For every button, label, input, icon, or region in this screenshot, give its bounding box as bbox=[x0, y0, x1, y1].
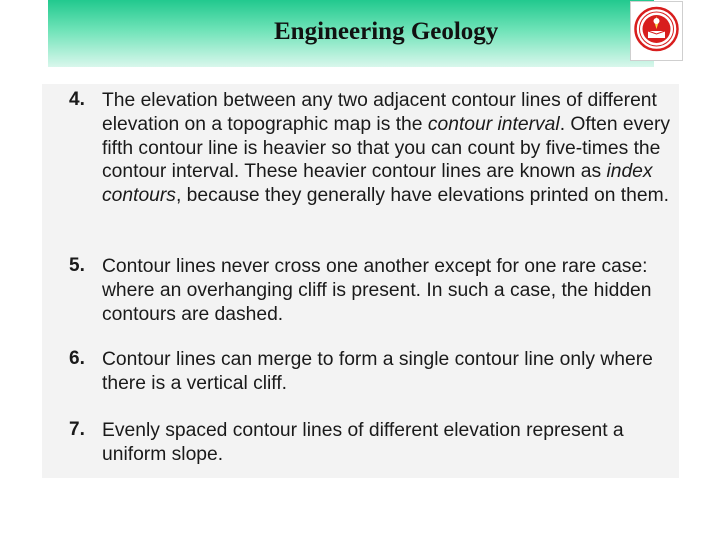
item-text bbox=[102, 255, 674, 326]
university-seal-icon bbox=[631, 2, 682, 60]
scanned-text-panel bbox=[42, 84, 679, 478]
text-run: Contour lines can merge to form a single contour line only where there is a vertical cliff. bbox=[102, 349, 653, 394]
item-number: 5. bbox=[69, 255, 85, 276]
item-number: 6. bbox=[69, 348, 85, 369]
item-text bbox=[102, 89, 674, 208]
term-contour-interval: contour interval bbox=[427, 113, 560, 135]
term-index-contours: index contours bbox=[102, 161, 653, 207]
slide-title: Engineering Geology bbox=[274, 18, 499, 45]
item-number: 7. bbox=[69, 419, 85, 440]
text-run: Contour lines never cross one another except for one rare case: where an overhanging cliff is present. In such a case, the hidden contours are dashed. bbox=[102, 256, 652, 325]
item-text bbox=[102, 348, 674, 396]
text-run: , because they generally have elevations printed on them. bbox=[175, 185, 670, 207]
item-number: 4. bbox=[69, 89, 85, 110]
logo bbox=[630, 1, 683, 61]
header-band bbox=[48, 0, 654, 67]
text-run: . Often every fifth contour line is heavier so that you can count by five-times the contour interval. These heavier contour lines are known as bbox=[102, 113, 671, 183]
text-run: Evenly spaced contour lines of different elevation represent a uniform slope. bbox=[102, 420, 624, 465]
item-text bbox=[102, 419, 674, 467]
text-run: The elevation between any two adjacent contour lines of different elevation on a topographic map is the bbox=[102, 90, 657, 135]
